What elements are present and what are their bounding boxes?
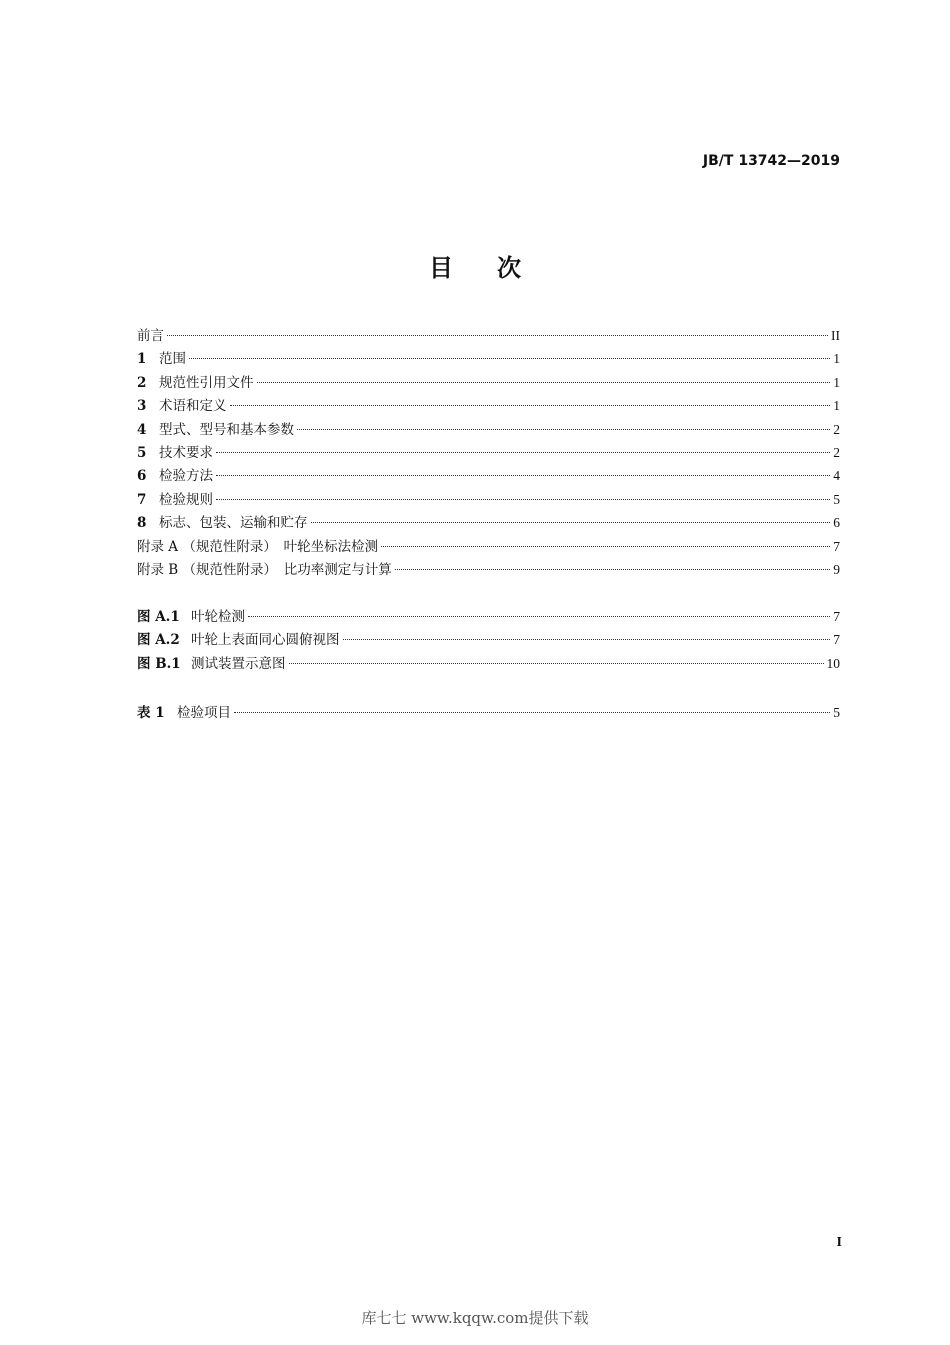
dot-leader [343,639,831,640]
toc-entry-number: 5 [137,444,147,461]
dot-leader [216,499,830,500]
toc-entry-number: 图 B.1 [137,655,181,672]
toc-entry-number: 3 [137,398,147,415]
toc-entry-section-6[interactable] [137,464,840,487]
toc-entry-table[interactable] [137,701,840,724]
toc-entry-number: 1 [137,351,147,368]
dot-leader [257,382,831,383]
toc-entry-title: 检验规则 [159,491,213,508]
toc-entry-section-3[interactable] [137,394,840,417]
dot-leader [248,616,830,617]
dot-leader [189,358,830,359]
toc-entry-page: 5 [833,705,840,720]
toc-entry-page: 7 [833,609,840,624]
toc-entry-title: 附录 A （规范性附录） 叶轮坐标法检测 [137,538,379,555]
toc-entry-page: 2 [833,444,840,460]
toc-entry-title: 叶轮检测 [191,609,245,625]
toc-entry-appendix-a[interactable] [137,535,840,558]
toc-entry-number: 6 [137,468,147,485]
toc-entry-appendix-b[interactable] [137,558,840,581]
toc-entry-title: 规范性引用文件 [159,374,254,391]
document-code: JB/T 13742—2019 [702,153,840,169]
toc-entry-number: 图 A.1 [137,609,180,625]
dot-leader [395,569,830,570]
toc-entry-title: 检验方法 [159,468,213,485]
dot-leader [216,475,830,476]
toc-entry-number: 图 A.2 [137,632,180,649]
dot-leader [167,335,828,336]
toc-entry-page: 10 [826,655,840,671]
toc-figures [137,605,840,675]
toc-entry-page: 4 [833,468,840,484]
toc-entry-title: 检验项目 [177,705,231,721]
toc-entry-page: 1 [833,351,840,367]
toc-entry-section-5[interactable] [137,441,840,464]
toc-entry-number: 8 [137,515,147,532]
toc-entry-page: 2 [833,421,840,437]
toc-entry-title: 附录 B （规范性附录） 比功率测定与计算 [137,561,392,578]
toc-entry-section-8[interactable] [137,511,840,534]
toc-entry-section-1[interactable] [137,347,840,370]
toc-title: 目次 [429,254,565,282]
toc-entry-title: 型式、型号和基本参数 [159,421,294,438]
toc-entry-page: II [831,328,840,343]
toc-sections [137,324,840,581]
dot-leader [381,546,830,547]
dot-leader [297,429,830,430]
toc-entry-section-2[interactable] [137,371,840,394]
toc-entry-number: 2 [137,374,147,391]
dot-leader [289,663,824,664]
toc-entry-number: 4 [137,421,147,438]
toc-entry-number: 表 1 [137,705,165,721]
toc-entry-page: 6 [833,515,840,531]
toc-entry-title: 标志、包装、运输和贮存 [159,515,308,532]
toc-entry-section-7[interactable] [137,488,840,511]
toc-entry-page: 9 [833,561,840,577]
toc-entry-page: 1 [833,398,840,414]
toc-entry-title: 叶轮上表面同心圆俯视图 [191,632,340,649]
toc-entry-figure[interactable] [137,652,840,675]
page-number: I [836,1235,842,1250]
toc-entry-foreword[interactable] [137,324,840,347]
dot-leader [230,405,831,406]
toc-entry-number: 7 [137,491,147,508]
toc-entry-title: 范围 [159,351,186,368]
toc-entry-page: 7 [833,538,840,554]
toc-entry-section-4[interactable] [137,418,840,441]
toc-entry-title: 技术要求 [159,444,213,461]
toc-tables [137,701,840,724]
toc-entry-figure[interactable] [137,605,840,628]
toc-entry-page: 1 [833,374,840,390]
dot-leader [234,712,830,713]
toc-entry-page: 7 [833,632,840,648]
toc-entry-title: 前言 [137,328,164,344]
toc-entry-title: 测试装置示意图 [191,655,286,672]
dot-leader [311,522,831,523]
toc-entry-page: 5 [833,491,840,507]
toc-entry-title: 术语和定义 [159,398,227,415]
dot-leader [216,452,830,453]
watermark: 库七七 www.kqqw.com提供下载 [361,1309,589,1327]
toc-entry-figure[interactable] [137,628,840,651]
